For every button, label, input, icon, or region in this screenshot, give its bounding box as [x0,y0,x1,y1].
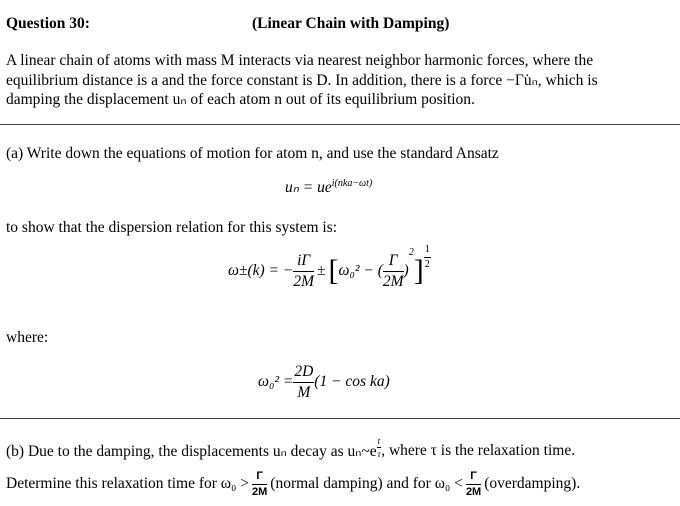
intro-line-2: equilibrium distance is a and the force constant is D. In addition, there is a force −Γu̇ₙ, which is [6,72,598,89]
part-b-line-2 [6,468,580,500]
omega0-term: ω₀² − ( [338,262,383,279]
close-bracket: ] [413,254,424,287]
denominator: 2M [382,272,404,290]
w0-rhs: (1 − cos ka) [314,373,390,390]
fraction [293,363,314,402]
question-number: Question 30: [6,15,90,32]
disp-lhs: ω±(k) = − [228,262,294,279]
numerator: t [377,436,382,448]
fraction [293,252,314,291]
intro-line-3: damping the displacement uₙ of each atom n out of its equilibrium position. [6,91,475,108]
half-exponent [424,244,431,270]
numerator: Γ [383,252,404,272]
part-b-line-1 [6,436,575,466]
text: (b) Due to the damping, the displacements uₙ decay as uₙ~e [6,442,377,460]
where-label: where: [6,329,49,346]
close-paren: ) [403,262,409,279]
text: , where τ is the relaxation time. [381,442,576,459]
open-bracket: [ [328,254,339,287]
dispersion-relation [228,244,431,298]
question-title: (Linear Chain with Damping) [252,15,450,32]
denominator: 2M [293,272,314,290]
ansatz-lhs: uₙ = ue [285,179,332,197]
plus-minus: ± [317,262,326,279]
square-exponent: 2 [408,247,414,258]
fraction [383,252,404,291]
divider [0,418,680,419]
omega0-definition [258,360,390,404]
numerator: Γ [466,470,481,485]
w0-lhs: ω₀² = [258,373,294,390]
numerator: Γ [252,470,267,485]
numerator: 1 [424,244,431,258]
fraction [466,470,481,498]
intro-line-1: A linear chain of atoms with mass M interacts via nearest neighbor harmonic forces, where the [6,52,594,69]
text: (overdamping). [484,475,581,492]
ansatz-equation [285,178,372,197]
divider [0,124,680,125]
numerator: 2D [293,363,314,383]
denominator: τ [377,449,381,460]
show-text: to show that the dispersion relation for this system is: [6,219,338,236]
denominator: 2M [465,485,482,498]
denominator: 2M [252,485,268,498]
part-a-prompt: (a) Write down the equations of motion for atom n, and use the standard Ansatz [6,145,499,162]
fraction [252,470,267,498]
numerator: iΓ [293,252,314,272]
denominator: 2 [424,258,430,270]
text: (normal damping) and for ω₀ < [270,475,463,492]
ansatz-exponent: i(nka−ωt) [331,178,373,189]
text: Determine this relaxation time for ω₀ > [6,475,249,492]
denominator: M [297,383,311,401]
